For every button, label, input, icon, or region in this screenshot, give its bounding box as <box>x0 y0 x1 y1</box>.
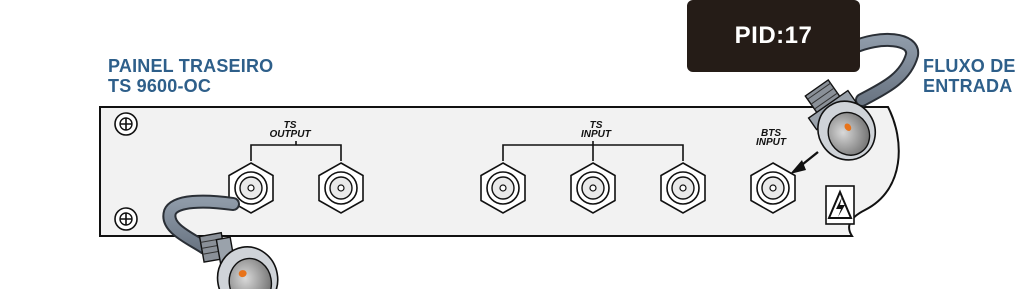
input-cable <box>852 40 912 100</box>
bts-input-label-line2: INPUT <box>756 137 786 148</box>
panel-title-line2: TS 9600-OC <box>108 76 212 96</box>
input-stream-line2: ENTRADA <box>923 76 1013 96</box>
panel-title <box>108 56 273 96</box>
input-stream-label <box>923 56 1016 96</box>
bts-input-label-line1: BTS <box>761 128 781 139</box>
pid-badge <box>687 0 860 72</box>
ts-input-label-line2: INPUT <box>581 129 611 140</box>
high-voltage-warning-icon <box>826 186 854 224</box>
ts-input-label-line1: TS <box>589 120 603 131</box>
screw-icon <box>115 208 137 230</box>
ts-output-label-line1: TS <box>283 120 297 131</box>
ts-output-label-line2: OUTPUT <box>269 129 311 140</box>
pid-badge-text: PID:17 <box>734 22 813 49</box>
panel-title-line1: PAINEL TRASEIRO <box>108 56 274 76</box>
input-stream-line1: FLUXO DE <box>923 56 1016 76</box>
screw-icon <box>115 113 137 135</box>
